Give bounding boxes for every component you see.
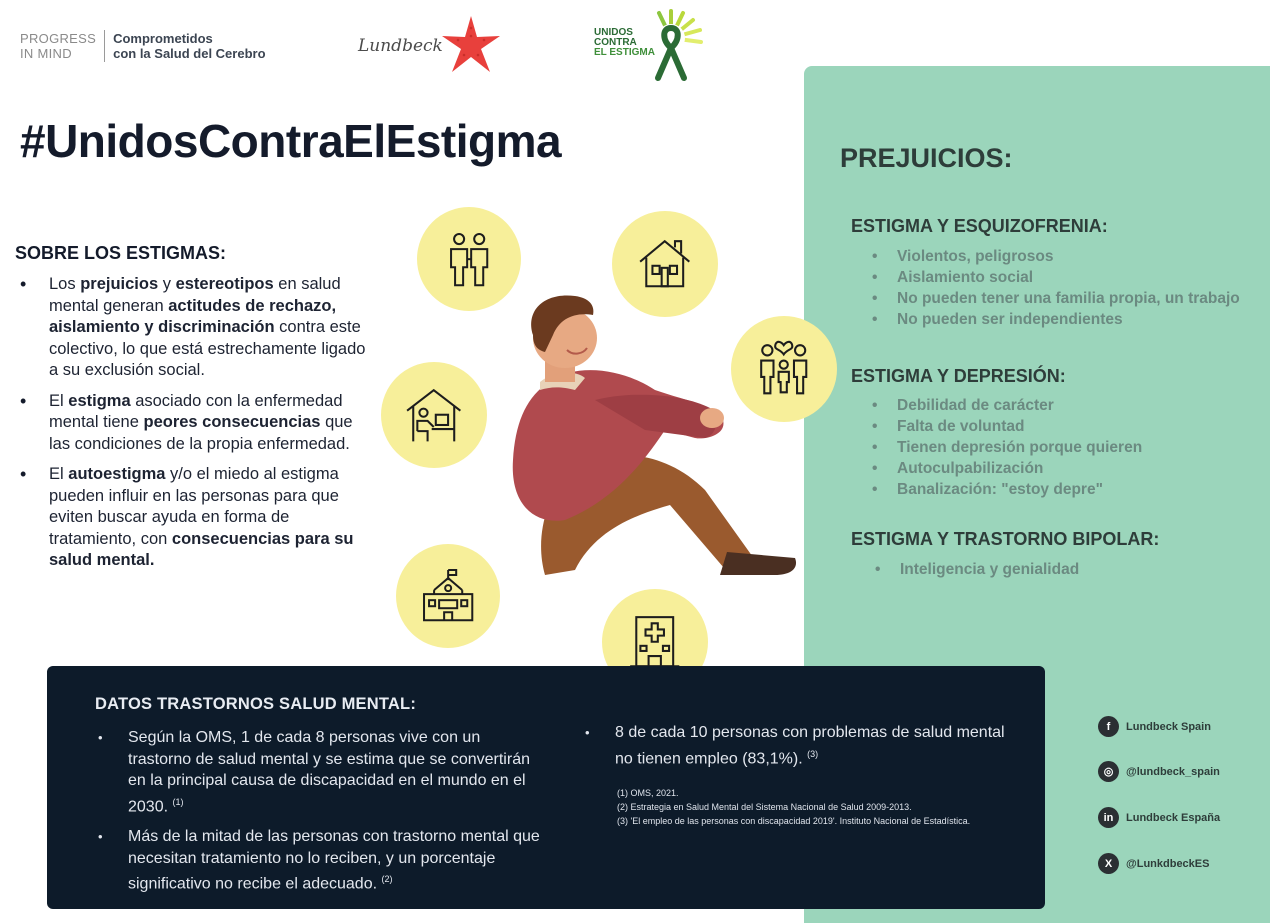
reference-item: (3) 'El empleo de las personas con discapacidad 2019'. Instituto Nacional de Estadística.	[617, 816, 971, 826]
house-icon-circle	[612, 211, 718, 317]
section-heading: ESTIGMA Y DEPRESIÓN:	[851, 366, 1066, 386]
text-run-bold: prejuicios	[80, 275, 159, 293]
logo-divider	[104, 30, 105, 62]
section-heading: ESTIGMA Y TRASTORNO BIPOLAR:	[851, 529, 1160, 549]
in-mind-word: IN MIND	[20, 46, 72, 61]
text-run-bold: peores consecuencias	[143, 413, 321, 431]
couple-icon-circle	[417, 207, 521, 311]
lundbeck-logo	[358, 14, 508, 76]
starfish-icon	[440, 14, 502, 76]
prejuicio-item: • Banalización: "estoy depre"	[868, 479, 1142, 500]
sobre-item	[20, 464, 375, 572]
datos-item-text: 8 de cada 10 personas con problemas de salud mental no tienen empleo (83,1%).	[615, 724, 1005, 767]
tagline-line1: Comprometidos	[113, 31, 213, 46]
x-handle: @LunkdbeckES	[1126, 857, 1210, 870]
datos-item	[94, 727, 544, 817]
datos-right-list	[581, 722, 1021, 778]
home-office-icon	[403, 384, 464, 445]
prejuicio-item: • Violentos, peligrosos	[868, 246, 1240, 267]
sobre-item	[20, 391, 375, 456]
unidos-contra-el-estigma-logo	[594, 8, 704, 84]
page-title: #UnidosContraElEstigma	[20, 115, 562, 167]
facebook-handle: Lundbeck Spain	[1126, 720, 1211, 733]
text-run-bold: consecuencias para su salud mental.	[49, 529, 354, 569]
hospital-icon	[624, 611, 685, 672]
social-x[interactable]	[1098, 853, 1209, 874]
section-list	[868, 395, 1142, 500]
section-list	[868, 246, 1240, 330]
instagram-icon: ◎	[1098, 761, 1119, 782]
unidos-line1: UNIDOS	[594, 27, 633, 38]
linkedin-handle: Lundbeck España	[1126, 811, 1221, 824]
progress-word: PROGRESS	[20, 31, 97, 46]
text-run: en salud mental generan	[49, 275, 341, 315]
x-icon: X	[1098, 853, 1119, 874]
prejuicios-heading: PREJUICIOS:	[840, 143, 1013, 173]
section-heading: ESTIGMA Y ESQUIZOFRENIA:	[851, 216, 1108, 236]
section-list	[871, 559, 1079, 580]
datos-left-list	[94, 727, 544, 904]
couple-icon	[439, 229, 499, 289]
datos-item-text: Según la OMS, 1 de cada 8 personas vive con un trastorno de salud mental y se estima que se convertirán en la principal causa de discapacidad en el mundo en el 2030.	[128, 729, 530, 815]
prejuicio-item: • Debilidad de carácter	[868, 395, 1142, 416]
text-run: Los	[49, 275, 81, 293]
datos-item-ref: (2)	[381, 874, 393, 885]
school-icon-circle	[396, 544, 500, 648]
family-icon	[753, 338, 814, 399]
text-run: asociado con la enfermedad mental tiene	[49, 391, 343, 431]
progress-in-mind-logo	[20, 30, 266, 62]
prejuicio-item: • Inteligencia y genialidad	[871, 559, 1079, 580]
prejuicio-item: • No pueden ser independientes	[868, 309, 1240, 330]
text-run: que las condiciones de la propia enfermedad.	[49, 413, 353, 453]
facebook-icon: f	[1098, 716, 1119, 737]
sobre-item	[20, 274, 375, 382]
text-run-bold: actitudes de rechazo, aislamiento y discriminación	[49, 296, 337, 336]
prejuicio-item: • No pueden tener una familia propia, un trabajo	[868, 288, 1240, 309]
references	[617, 786, 970, 828]
ribbon-icon	[638, 8, 704, 82]
prejuicio-item: • Aislamiento social	[868, 267, 1240, 288]
datos-item-text: Más de la mitad de las personas con trastorno mental que necesitan tratamiento no lo reciben, y un porcentaje significativo no recibe el adecuado.	[128, 828, 540, 893]
reference-item: (2) Estrategia en Salud Mental del Sistema Nacional de Salud 2009-2013.	[617, 802, 912, 812]
text-run: El	[49, 391, 69, 410]
prejuicio-item: • Autoculpabilización	[868, 458, 1142, 479]
datos-item-ref: (1)	[172, 796, 184, 807]
home-office-icon-circle	[381, 362, 487, 468]
text-run: y	[158, 275, 176, 293]
sobre-heading: SOBRE LOS ESTIGMAS:	[15, 243, 227, 263]
datos-item	[581, 722, 1021, 769]
unidos-line3: EL ESTIGMA	[594, 47, 655, 58]
lundbeck-wordmark: Lundbeck	[358, 36, 443, 56]
tagline	[113, 31, 265, 61]
social-facebook[interactable]	[1098, 716, 1211, 737]
text-run: El	[49, 465, 69, 483]
house-icon	[634, 233, 695, 294]
social-linkedin[interactable]	[1098, 807, 1220, 828]
reference-item: (1) OMS, 2021.	[617, 788, 679, 798]
school-icon	[418, 566, 478, 626]
text-run-bold: autoestigma	[68, 465, 166, 483]
tagline-line2: con la Salud del Cerebro	[113, 46, 266, 61]
linkedin-icon: in	[1098, 807, 1119, 828]
text-run: y/o el miedo al estigma pueden influir en las personas para que eviten buscar ayuda en forma de tratamiento, con	[49, 465, 339, 548]
sobre-list	[20, 274, 375, 581]
datos-heading: DATOS TRASTORNOS SALUD MENTAL:	[95, 695, 417, 713]
progress-in-mind-wordmark	[20, 31, 96, 61]
family-icon-circle	[731, 316, 837, 422]
prejuicio-item: • Falta de voluntad	[868, 416, 1142, 437]
prejuicio-item: • Tienen depresión porque quieren	[868, 437, 1142, 458]
datos-item	[94, 826, 544, 895]
social-instagram[interactable]	[1098, 761, 1220, 782]
text-run: contra este colectivo, lo que está estrechamente ligado a su exclusión social.	[49, 318, 366, 379]
datos-item-ref: (3)	[807, 748, 819, 759]
instagram-handle: @lundbeck_spain	[1126, 765, 1220, 778]
text-run-bold: estigma	[68, 391, 131, 410]
text-run-bold: estereotipos	[175, 275, 274, 293]
unidos-line2: CONTRA	[594, 37, 637, 48]
